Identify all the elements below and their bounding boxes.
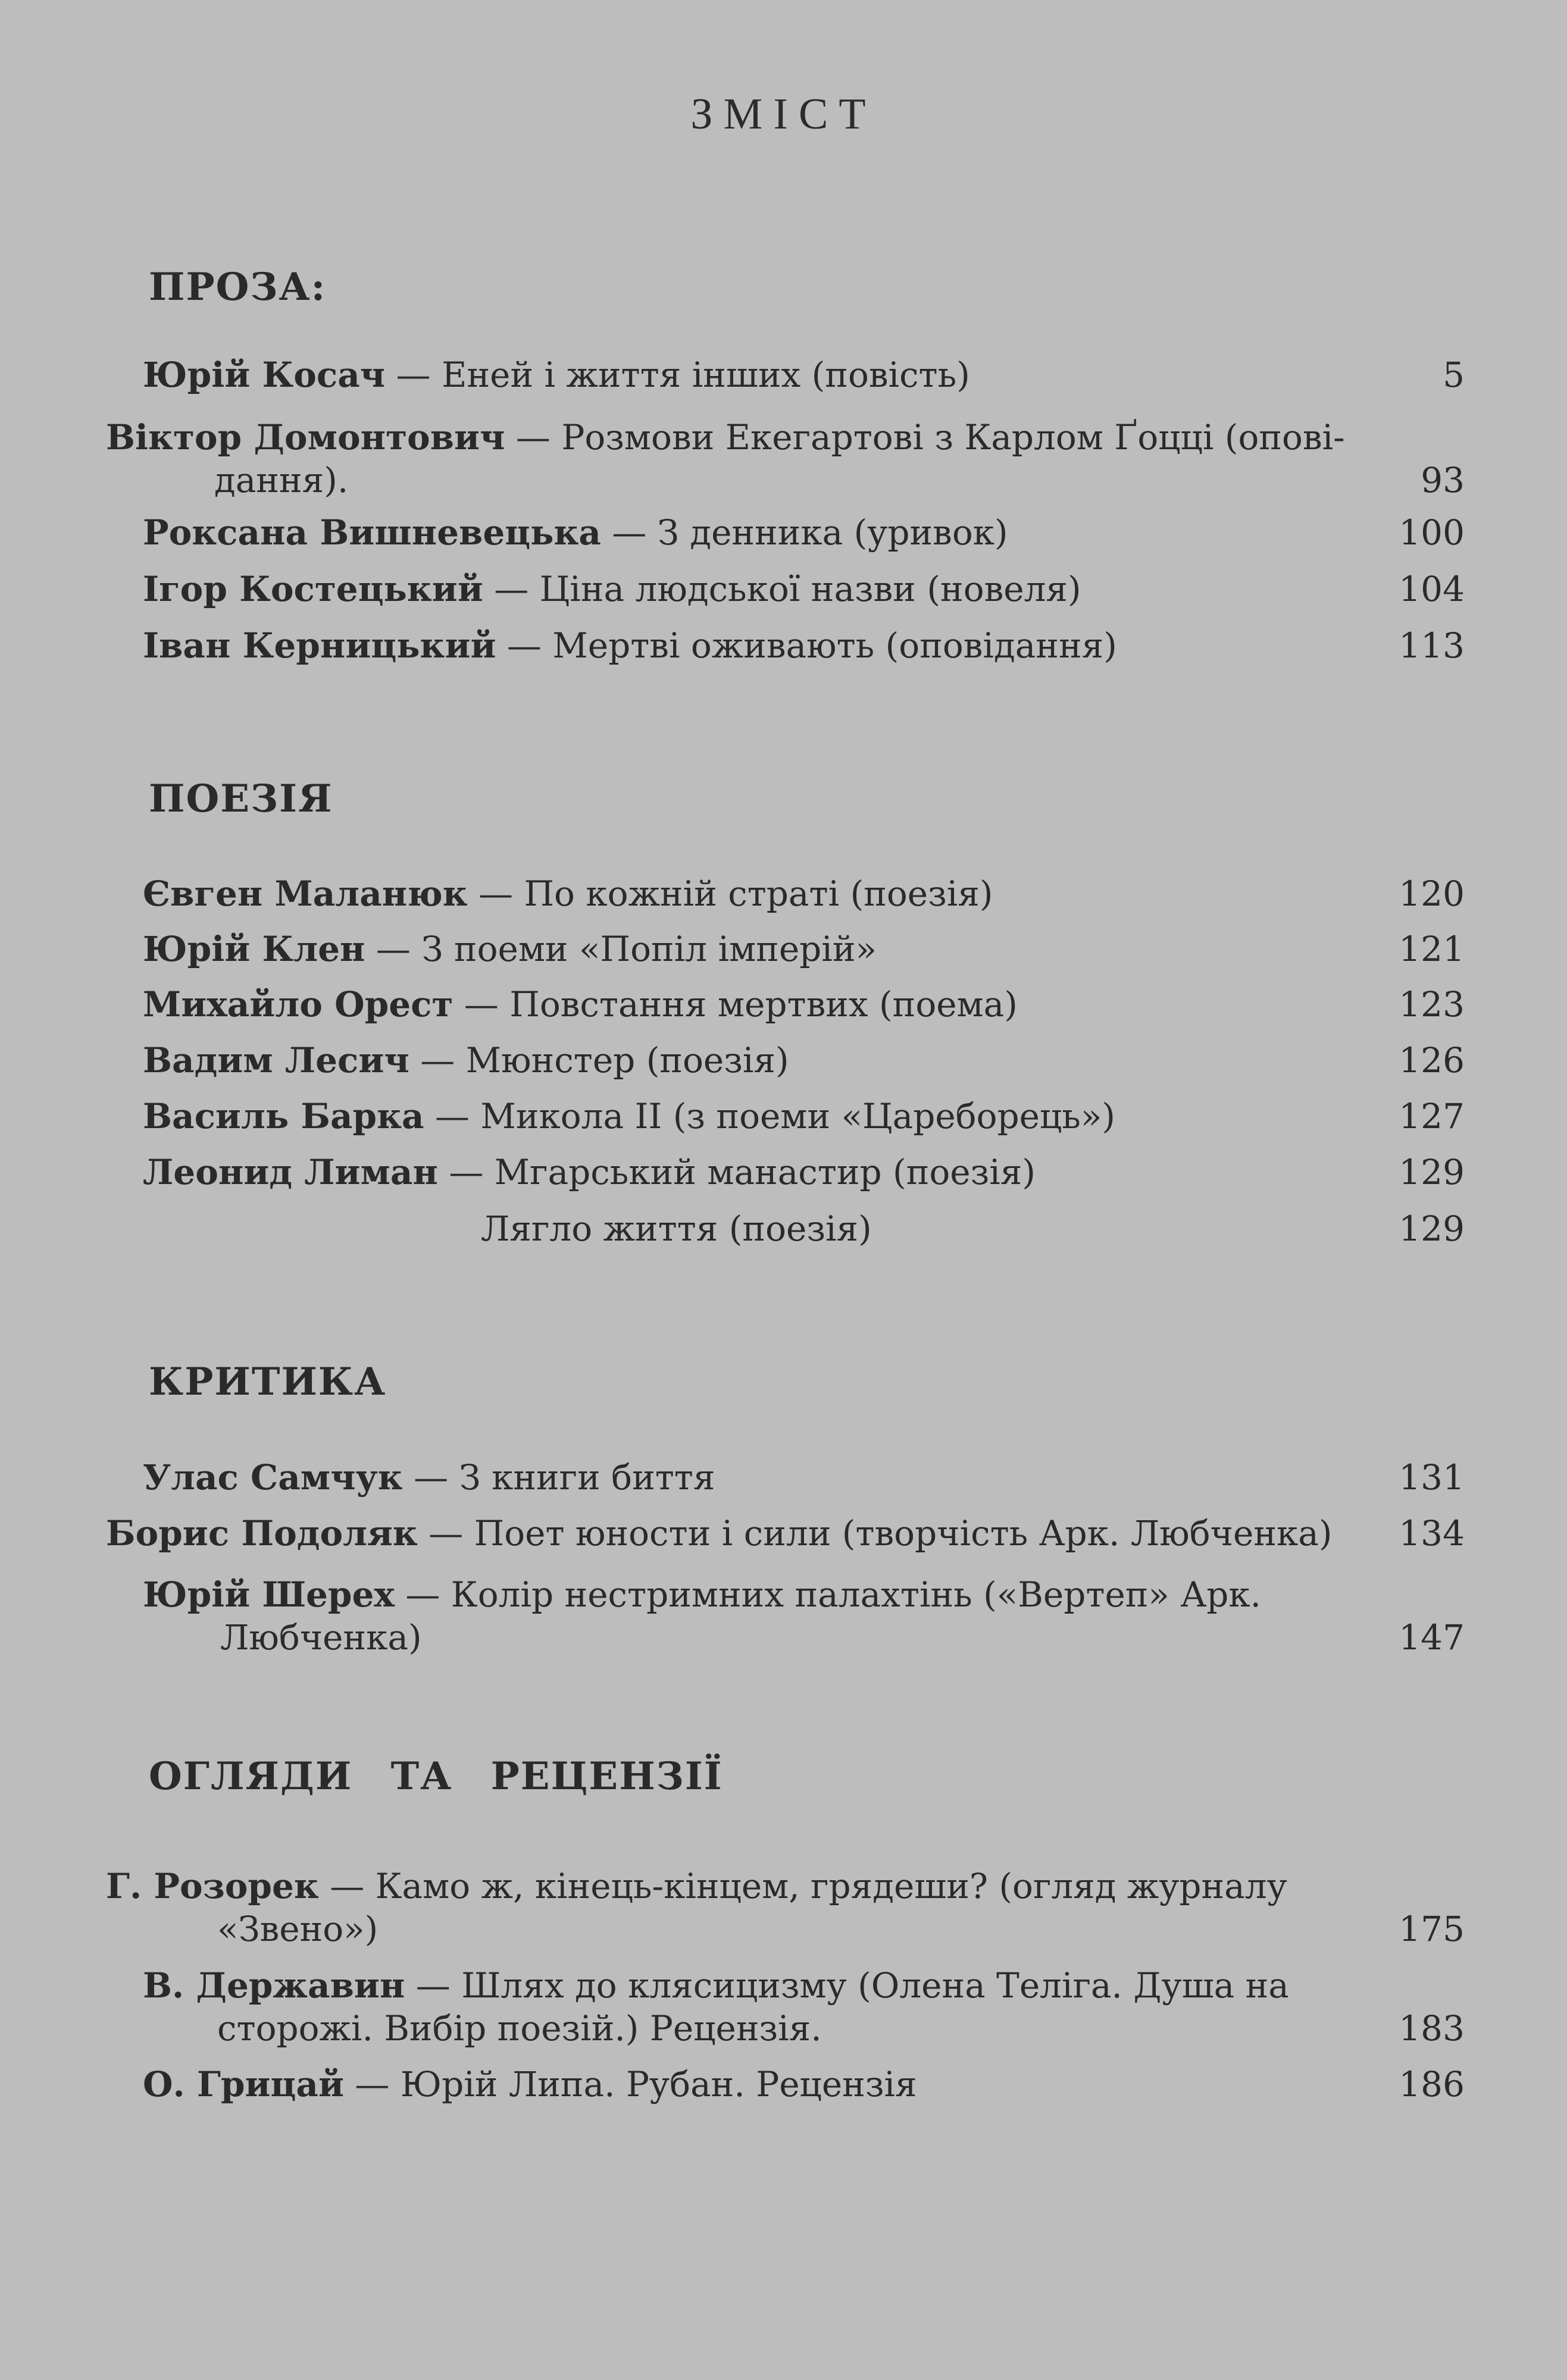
entry-page-number: 186 [1399,2064,1465,2105]
section-heading-poetry: ПОЕЗІЯ [149,776,333,821]
entry-page-number: 183 [1399,2008,1465,2049]
entry-page-number: 131 [1399,1457,1465,1498]
entry-author: О. Грицай [143,2064,344,2105]
entry-text: — Шлях до клясицизму (Олена Теліга. Душа на [405,1965,1289,2006]
entry-text: — По кожній страті (поезія) [467,873,993,914]
entry-author: Юрій Косач [143,355,386,395]
entry-text: — Мертві оживають (оповідання) [496,625,1117,666]
entry-text: — Ціна людської назви (новеля) [483,569,1081,609]
entry-text-continuation: «Звено») [217,1909,379,1949]
entry-page-number: 147 [1399,1617,1465,1658]
entry-text: — Колір нестримних палахтінь («Вертеп» Арк. [394,1574,1262,1615]
entry-text-continuation: Любченка) [220,1617,422,1658]
entry-page-number: 113 [1399,625,1465,666]
section-heading-prose: ПРОЗА: [149,265,327,309]
entry-author: Василь Барка [143,1096,424,1136]
entry-text-continuation: сторожі. Вибір поезій.) Рецензія. [217,2008,822,2049]
entry-text: — З денника (уривок) [600,512,1008,553]
entry-author: Борис Подоляк [106,1513,418,1554]
entry-text: — З книги биття [402,1457,715,1498]
entry-page-number: 93 [1421,460,1465,500]
section-heading-criticism: КРИТИКА [149,1360,387,1404]
entry-text: — Микола II (з поеми «Цареборець») [424,1096,1115,1136]
entry-author: В. Державин [143,1965,405,2006]
entry-text: — Мгарський манастир (поезія) [437,1152,1036,1192]
entry-author: Євген Маланюк [143,873,468,914]
entry-page-number: 100 [1399,512,1465,553]
entry-page-number: 126 [1399,1040,1465,1081]
entry-text: — З поеми «Попіл імперій» [365,929,877,969]
entry-author: Улас Самчук [143,1457,403,1498]
entry-page-number: 175 [1399,1909,1465,1949]
entry-page-number: 123 [1399,984,1465,1025]
entry-author: Віктор Домонтович [106,417,505,458]
entry-author: Леонид Лиман [143,1152,438,1192]
entry-author: Вадим Лесич [143,1040,409,1081]
entry-author: Роксана Вишневецька [143,512,601,553]
entry-author: Ігор Костецький [143,569,483,609]
entry-page-number: 121 [1399,929,1465,969]
entry-author: Іван Керницький [143,625,496,666]
entry-page-number: 120 [1399,873,1465,914]
entry-text: — Юрій Липа. Рубан. Рецензія [343,2064,917,2105]
entry-page-number: 129 [1399,1208,1465,1249]
entry-author: Юрій Шерех [143,1574,395,1615]
page-title: ЗМІСТ [690,90,877,139]
entry-page-number: 104 [1399,569,1465,609]
entry-text: — Еней і життя інших (повість) [385,355,970,395]
entry-text: — Повстання мертвих (поема) [453,984,1018,1025]
entry-text: — Поет юности і сили (творчість Арк. Любченка) [417,1513,1333,1554]
entry-text: — Мюнстер (поезія) [409,1040,789,1081]
entry-text: Лягло життя (поезія) [481,1208,872,1249]
entry-text-continuation: дання). [214,460,349,500]
entry-text: — Камо ж, кінець-кінцем, грядеши? (огляд журналу [318,1866,1287,1906]
entry-text: — Розмови Екегартові з Карлом Ґоцці (опові- [505,417,1345,458]
entry-page-number: 127 [1399,1096,1465,1136]
entry-page-number: 5 [1443,355,1465,395]
entry-author: Г. Розорек [106,1866,319,1906]
entry-page-number: 129 [1399,1152,1465,1192]
entry-author: Михайло Орест [143,984,453,1025]
entry-page-number: 134 [1399,1513,1465,1554]
section-heading-reviews: ОГЛЯДИ ТА РЕЦЕНЗІЇ [149,1754,723,1799]
entry-author: Юрій Клен [143,929,365,969]
